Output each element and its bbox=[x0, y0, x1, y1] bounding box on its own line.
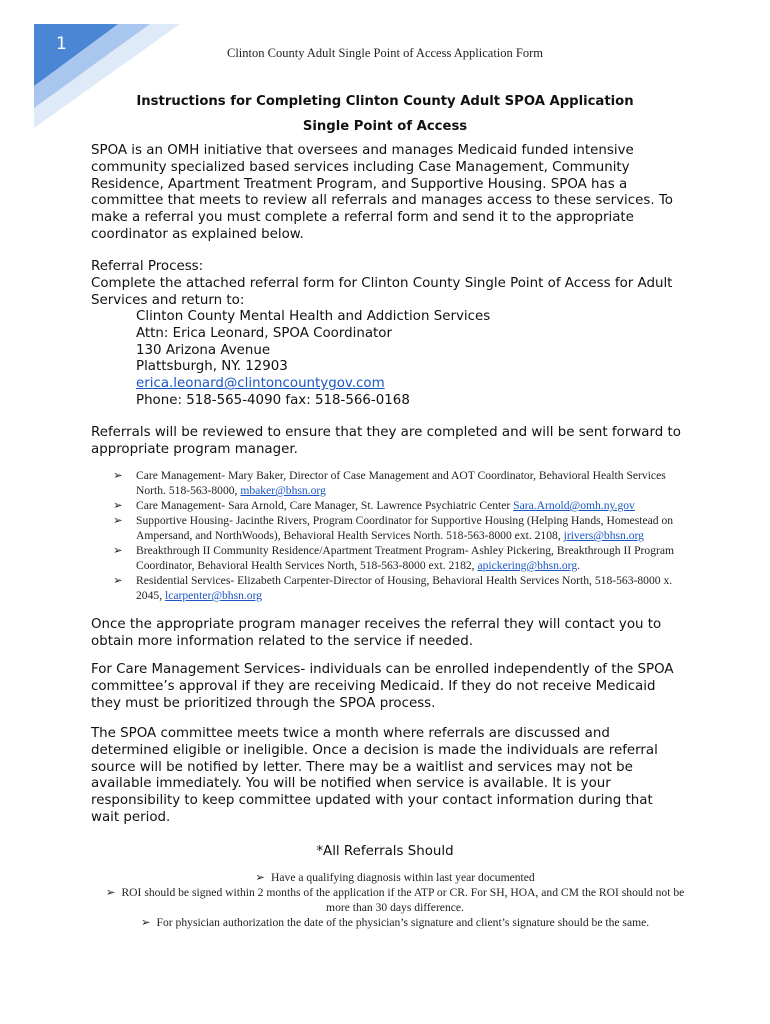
contact-paragraph: Once the appropriate program manager receives the referral they will contact you to obtain more information related to the service if needed. bbox=[91, 617, 662, 649]
address-city: Plattsburgh, NY. 12903 bbox=[136, 359, 288, 375]
arrow-bullet-icon: ➢ bbox=[113, 499, 123, 512]
requirements-list bbox=[105, 870, 685, 930]
requirement-item: ➢ Have a qualifying diagnosis within last year documented bbox=[255, 871, 535, 884]
address-attn: Attn: Erica Leonard, SPOA Coordinator bbox=[136, 325, 392, 341]
address-org: Clinton County Mental Health and Addiction Services bbox=[136, 309, 491, 324]
mailing-address bbox=[136, 309, 636, 410]
address-street: 130 Arizona Avenue bbox=[136, 342, 271, 358]
care-management-paragraph: For Care Management Services- individuals can be enrolled independently of the SPOA committee’s approval if they are receiving Medicaid. If they do not receive Medicaid they must be prioritized through the SPOA process. bbox=[91, 662, 674, 711]
coordinator-email-link[interactable]: erica.leonard@clintoncountygov.com bbox=[136, 376, 385, 392]
arrow-bullet-icon: ➢ bbox=[113, 574, 123, 587]
contact-item-residential: ➢ Residential Services- Elizabeth Carpenter-Director of Housing, Behavioral Health Services North, 518-563-8000 x. 2045, lcarpenter@bhsn.org bbox=[113, 574, 673, 602]
requirement-item: ➢ For physician authorization the date of the physician’s signature and client’s signature should be the same. bbox=[140, 916, 650, 929]
email-link-lcarpenter[interactable]: lcarpenter@bhsn.org bbox=[164, 589, 263, 602]
committee-paragraph: The SPOA committee meets twice a month where referrals are discussed and determined eligible or ineligible. Once a decision is made the individuals are referral source will be notified by letter. There may be a waitlist and services may not be available immediately. You will be notified when service is available. It is your responsibility to keep committee updated with your contact information during that wait period. bbox=[91, 726, 658, 825]
contact-item-care-management-baker: ➢ Care Management- Mary Baker, Director of Case Management and AOT Coordinator, Behavioral Health Services North. 518-563-8000, mbaker@bhsn.org bbox=[113, 469, 666, 497]
page-header: Clinton County Adult Single Point of Access Application Form bbox=[227, 46, 543, 60]
email-link-mbaker[interactable]: mbaker@bhsn.org bbox=[240, 484, 326, 497]
all-referrals-heading: *All Referrals Should bbox=[316, 844, 454, 859]
requirement-item: ➢ ROI should be signed within 2 months of the application if the ATP or CR. For SH, HOA, and CM the ROI should not be more than 30 days difference. bbox=[105, 886, 685, 914]
email-link-apickering[interactable]: apickering@bhsn.org bbox=[477, 559, 578, 572]
contact-item-care-management-arnold: ➢ Care Management- Sara Arnold, Care Manager, St. Lawrence Psychiatric Center Sara.Arnold@omh.ny.gov bbox=[113, 499, 635, 512]
arrow-bullet-icon: ➢ bbox=[113, 469, 123, 482]
intro-paragraph: SPOA is an OMH initiative that oversees and manages Medicaid funded intensive community specialized based services including Case Management, Community Residence, Apartment Treatment Program, and Supportive Housing. SPOA has a committee that meets to review all referrals and manages access to these services. To make a referral you must complete a referral form and send it to the appropriate coordinator as explained below. bbox=[91, 143, 673, 242]
document-subtitle: Single Point of Access bbox=[302, 119, 468, 134]
page-number: 1 bbox=[56, 34, 67, 54]
contact-item-supportive-housing: ➢ Supportive Housing- Jacinthe Rivers, Program Coordinator for Supportive Housing (Helping Hands, Homestead on Ampersand, and NorthWoods), Behavioral Health Services North. 518-563-8000 ext. 2108, jrivers@bhsn.org bbox=[113, 514, 674, 542]
arrow-bullet-icon: ➢ bbox=[255, 871, 265, 884]
contact-item-breakthrough: ➢ Breakthrough II Community Residence/Apartment Treatment Program- Ashley Pickering, Breakthrough II Program Coordinator, Behavioral Health Services North, 518-563-8000 ext. 2182, apickering@bhsn.org. bbox=[113, 544, 675, 572]
referral-process-heading: Referral Process: bbox=[91, 259, 204, 274]
arrow-bullet-icon: ➢ bbox=[105, 886, 116, 899]
email-link-sarnold[interactable]: Sara.Arnold@omh.ny.gov bbox=[513, 499, 635, 512]
contact-list bbox=[113, 468, 683, 603]
arrow-bullet-icon: ➢ bbox=[113, 544, 123, 557]
arrow-bullet-icon: ➢ bbox=[113, 514, 123, 527]
address-phone: Phone: 518-565-4090 fax: 518-566-0168 bbox=[136, 392, 410, 408]
review-paragraph: Referrals will be reviewed to ensure that they are completed and will be sent forward to appropriate program manager. bbox=[91, 425, 681, 457]
document-title: Instructions for Completing Clinton County Adult SPOA Application bbox=[136, 94, 634, 109]
arrow-bullet-icon: ➢ bbox=[140, 916, 151, 929]
referral-process-text: Complete the attached referral form for Clinton County Single Point of Access for Adult Services and return to: bbox=[91, 276, 673, 308]
email-link-jrivers[interactable]: jrivers@bhsn.org bbox=[563, 529, 644, 542]
